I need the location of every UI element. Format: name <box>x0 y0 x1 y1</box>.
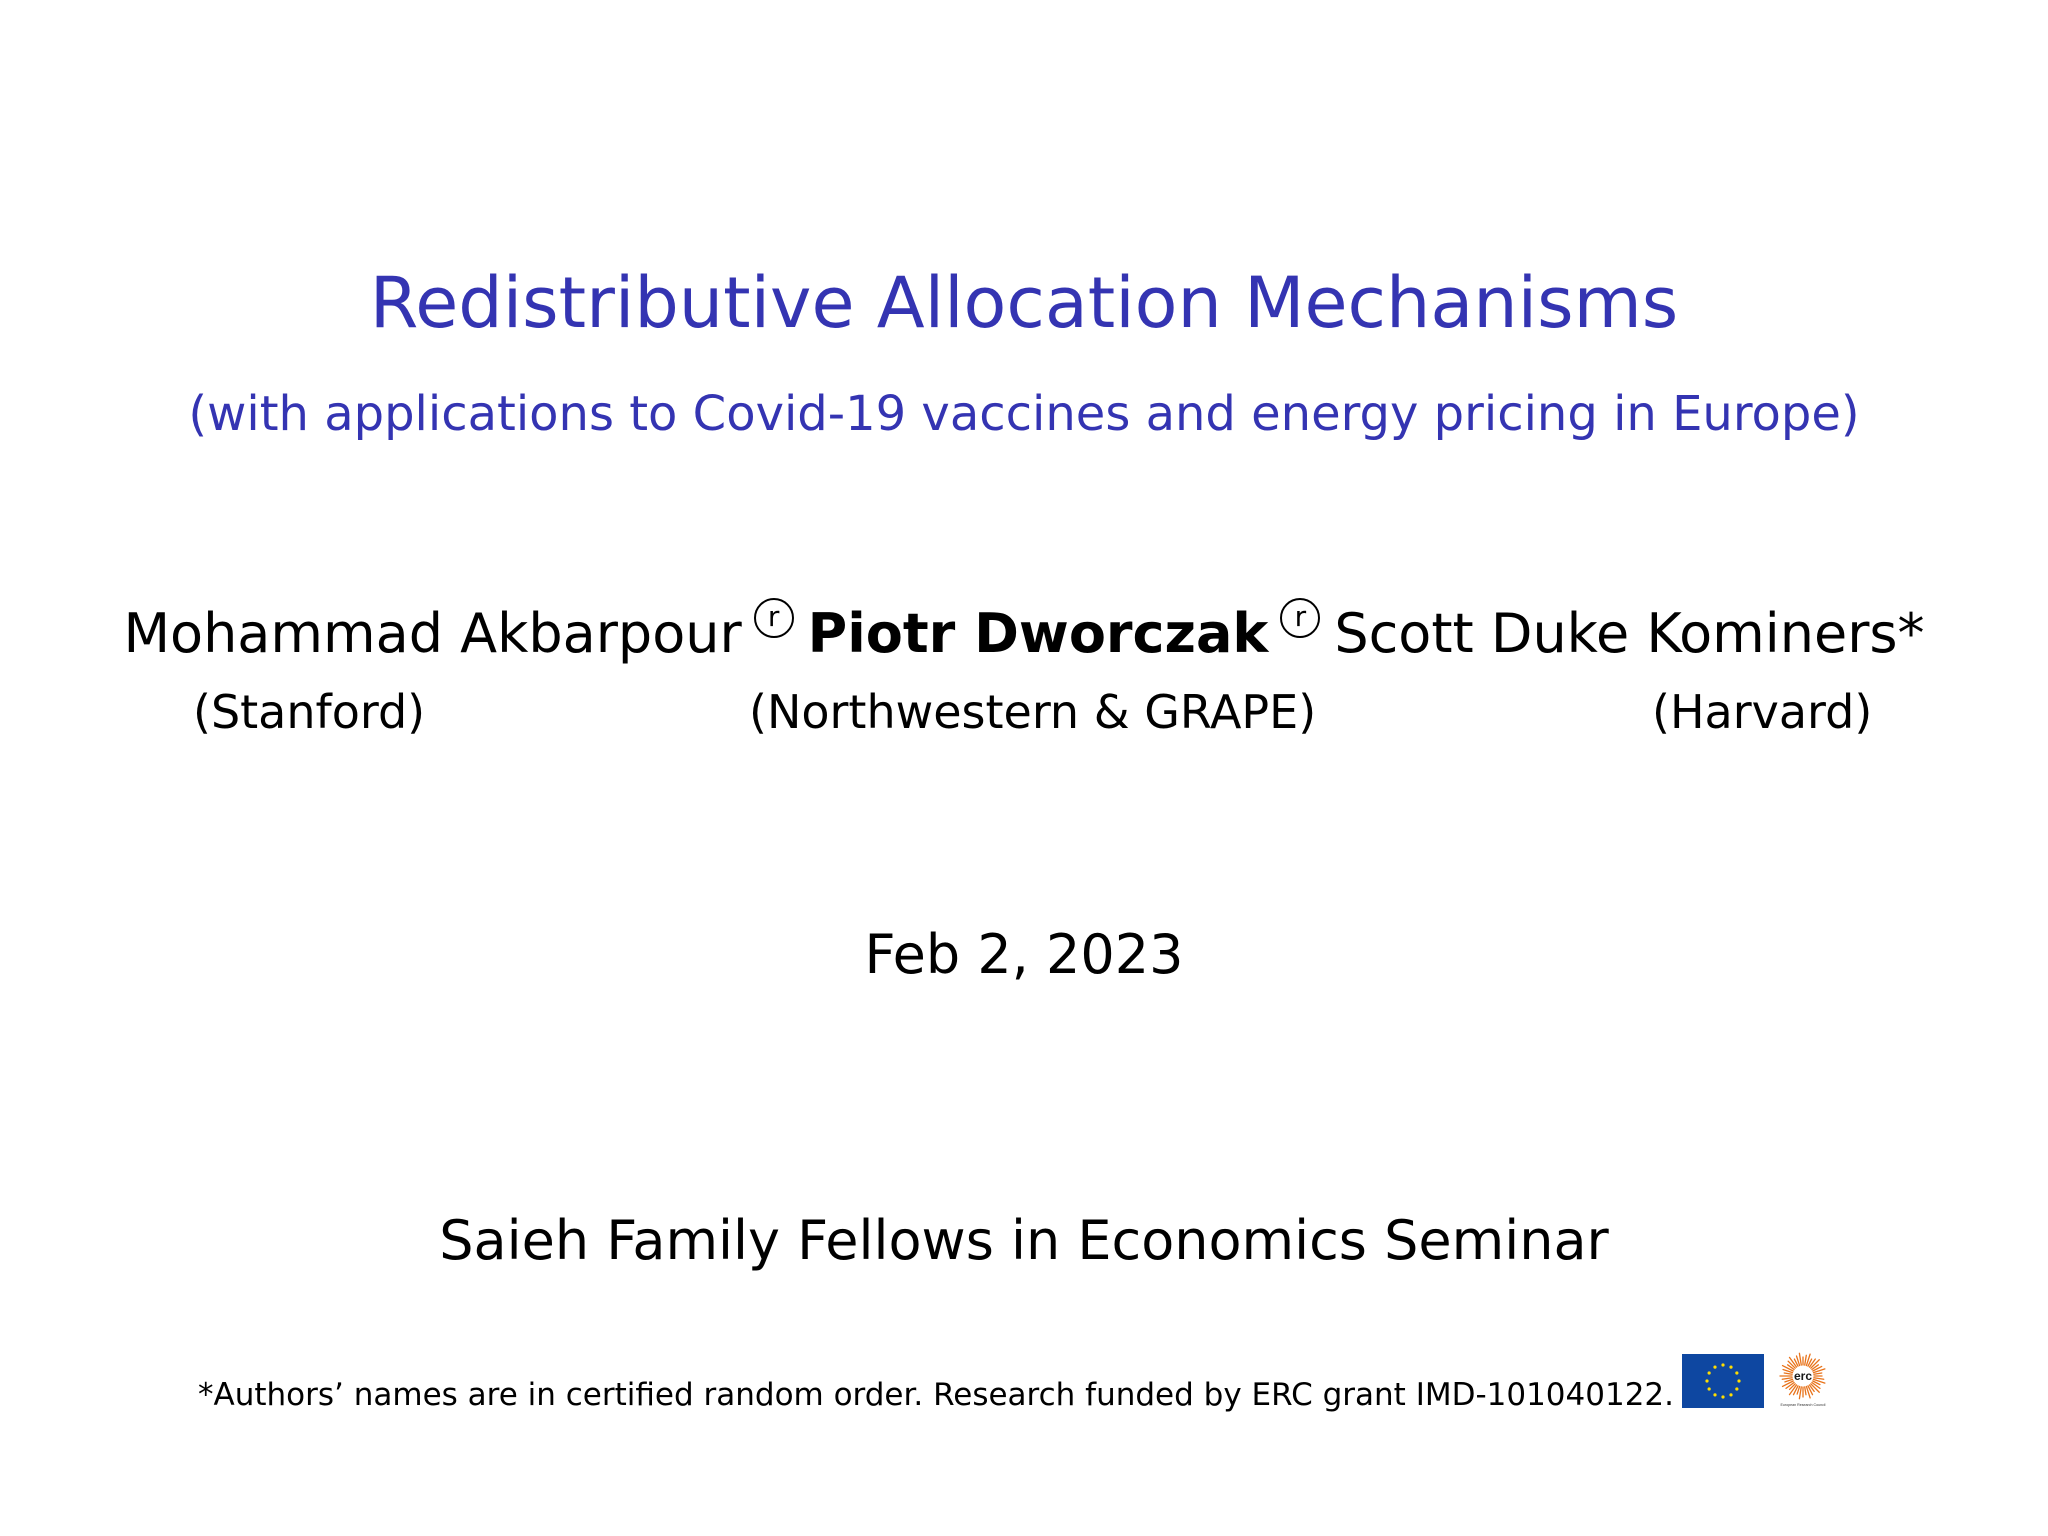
eu-flag-icon <box>1682 1354 1764 1408</box>
affiliation-harvard: (Harvard) <box>1652 685 1873 739</box>
eu-star-icon <box>1735 1371 1738 1374</box>
erc-logo-text: erc <box>1793 1369 1813 1383</box>
author-name-akbarpour: Mohammad Akbarpour <box>123 602 742 665</box>
presentation-date: Feb 2, 2023 <box>864 923 1184 986</box>
erc-ray <box>1805 1355 1807 1365</box>
slide-subtitle: (with applications to Covid-19 vaccines and energy pricing in Europe) <box>188 386 1860 442</box>
eu-star-icon <box>1721 1395 1724 1398</box>
erc-ray <box>1814 1373 1822 1374</box>
author-list <box>0 598 2048 669</box>
erc-ray <box>1782 1378 1792 1380</box>
erc-ray <box>1814 1378 1824 1380</box>
slide-title: Redistributive Allocation Mechanisms <box>369 262 1679 344</box>
eu-star-icon <box>1705 1379 1708 1382</box>
affiliation-stanford: (Stanford) <box>193 685 426 739</box>
random-order-icon: r <box>754 598 794 638</box>
erc-ray <box>1784 1373 1792 1374</box>
eu-star-icon <box>1721 1363 1724 1366</box>
random-order-icon: r <box>1280 598 1320 638</box>
affiliation-northwestern: (Northwestern & GRAPE) <box>749 685 1317 739</box>
eu-star-icon <box>1708 1371 1711 1374</box>
erc-ray <box>1805 1387 1806 1395</box>
author-name-dworczak: Piotr Dworczak <box>807 602 1269 665</box>
eu-star-icon <box>1713 1366 1716 1369</box>
eu-star-icon <box>1737 1379 1740 1382</box>
seminar-name: Saieh Family Fellows in Economics Seminar <box>439 1209 1609 1272</box>
eu-star-icon <box>1729 1366 1732 1369</box>
author-name-kominers: Scott Duke Kominers* <box>1334 602 1925 665</box>
erc-ray <box>1799 1353 1801 1365</box>
eu-star-icon <box>1713 1393 1716 1396</box>
erc-ray <box>1799 1387 1801 1399</box>
eu-star-icon <box>1729 1393 1732 1396</box>
erc-logo <box>1772 1350 1834 1412</box>
eu-star-icon <box>1708 1387 1711 1390</box>
eu-star-icon <box>1735 1387 1738 1390</box>
footnote: *Authors’ names are in certified random order. Research funded by ERC grant IMD-101040122. <box>198 1377 1674 1413</box>
erc-caption: European Research Council <box>1780 1403 1826 1407</box>
